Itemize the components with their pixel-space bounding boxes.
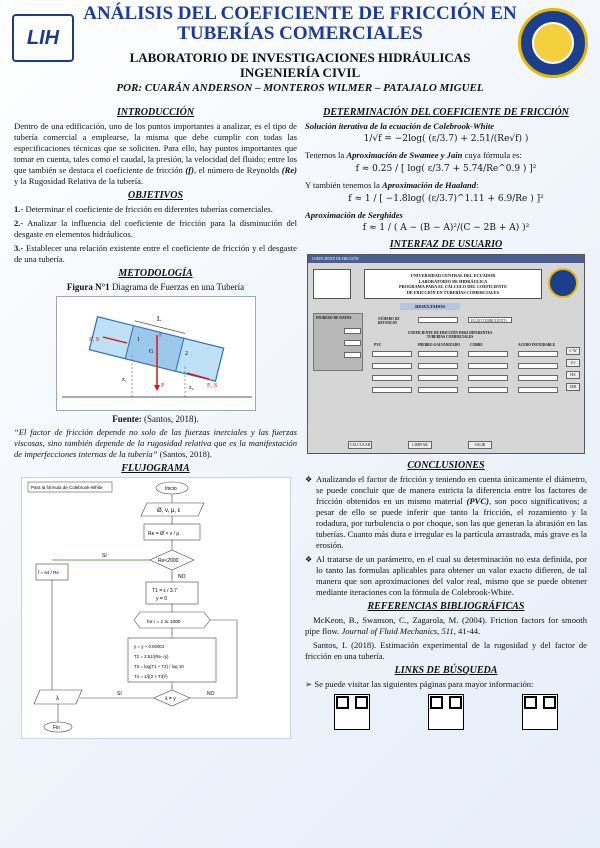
figure-source: [14, 414, 297, 425]
title-line-2: TUBERÍAS COMERCIALES: [177, 23, 423, 44]
app-result-field: [418, 375, 458, 381]
app-result-field: [518, 387, 558, 393]
label-L: L: [156, 315, 161, 323]
app-header: [364, 269, 542, 299]
reference-2: Santos, I. (2018). Estimación experimental de la rugosidad y del factor de fricción en una tubería.: [305, 640, 587, 661]
flow-yes: SI: [101, 553, 107, 559]
app-result-field: [468, 387, 508, 393]
poster-title: [80, 4, 520, 44]
flow-re-text: Re = Ø × v / μ: [147, 531, 179, 537]
weight-arrowhead: [154, 385, 160, 391]
app-result-field: [372, 363, 412, 369]
conclusion-2-text: Al tratarse de un parámetro, en el cual su determinación no esta definida, por lo tanto las formulas aplicables para obtener un valor exacto difieren, de tal manera que son aproximaciones del valor real, mismo que se puede obtener mediante iteraciones con la fórmula de Colebrook-White.: [316, 554, 587, 597]
app-cw-button[interactable]: C-W: [566, 347, 580, 355]
figure-title: Diagrama de Fuerzas en una Tubería: [109, 282, 245, 292]
app-result-field: [518, 351, 558, 357]
quote-text: “El factor de fricción depende no solo de las fuerzas inerciales y las fuerzas viscosas, sino también depende de la rugosidad relativa que es la manifestación de imperfecciones internas de la tubería”: [14, 427, 297, 459]
app-result-field: [372, 387, 412, 393]
flow-output-text: λ: [55, 696, 59, 702]
figure-caption: [14, 282, 297, 293]
intro-heading: INTRODUCCIÓN: [116, 107, 195, 118]
conclusion-1-a: Analizando el factor de fricción y teniendo en cuenta únicamente el diámetro, se puede concluir que de manera estricta la diferencia entre los factores de fricción obtenidos en un mismo material: [316, 474, 587, 506]
intro-text-a: Dentro de una edificación, uno de los puntos importantes a analizar, es el tipo de tubería comercial a emplearse, la misma que debe cumplir con todas las especificaciones técnicas que se soliciten. Para ello, hay puntos importantes que tomar en cuenta, tales como el caudal, la presión, la velocidad del fluido; entre los que también se destaca el coeficiente de fricción: [14, 121, 297, 175]
conclusions-heading: CONCLUSIONES: [407, 460, 485, 471]
app-input-viscosity[interactable]: [344, 352, 361, 358]
diamond-bullet-icon: ❖: [305, 475, 313, 484]
poster-subtitle: [80, 50, 520, 80]
serghides-formula: f ≈ 1 / ( A − (B − A)²/(C − 2B + A) )²: [362, 223, 530, 233]
app-title-bar: [308, 255, 584, 263]
interface-heading: INTERFAZ DE USUARIO: [389, 239, 503, 250]
app-window-title: COEFICIENTE DE FRICCIÓN: [312, 257, 359, 261]
objective-1-num: 1.-: [14, 204, 24, 214]
conclusion-1: [305, 474, 587, 551]
app-reynolds-field: [418, 317, 458, 323]
flow-decision-text: Re<2000: [157, 558, 178, 564]
haaland-formula: f ≈ 1 / [ −1.8log( (ε/3.7)^1.11 + 6.9/Re ) ]²: [348, 194, 544, 204]
label-1: 1: [136, 337, 140, 343]
intro-text: [14, 121, 297, 187]
flow-init-text-2: y = 0: [155, 596, 167, 602]
objective-2-num: 2.-: [14, 218, 24, 228]
flow-input-text: Ø, v, μ, ε: [156, 508, 180, 514]
arrow-bullet-icon: ➢: [305, 679, 315, 689]
app-ser-button[interactable]: SER: [566, 383, 580, 391]
app-calculate-button[interactable]: CALCULAR: [349, 443, 371, 447]
app-col-pvc: PVC: [374, 343, 382, 347]
right-column: [305, 104, 587, 730]
intro-re-symbol: (Re): [281, 165, 297, 175]
flow-no-2: NO: [206, 691, 214, 697]
flowchart-heading: FLUJOGRAMA: [121, 463, 190, 474]
app-result-field: [468, 375, 508, 381]
objective-1-text: Determinar el coeficiente de fricción en diferentes tuberías comerciales.: [23, 204, 273, 214]
reference-1-sep: ,: [437, 626, 442, 636]
fluid-element: [125, 326, 184, 372]
serghides-title: Aproximación de Serghides: [305, 210, 403, 220]
subtitle-line-1: LABORATORIO DE INVESTIGACIONES HIDRÁULICAS: [129, 50, 471, 65]
label-F: F: [158, 333, 162, 339]
swamee-formula: f ≈ 0.25 / [ log( ε/3.7 + 5.74/Re^0.9 ) ]²: [355, 164, 537, 174]
app-flow-field: [468, 317, 512, 323]
app-header-2: LABORATORIO DE HIDRÁULICA: [418, 278, 488, 284]
haaland-intro: [305, 180, 587, 191]
flow-laminar-text: f = 64 / Re: [37, 570, 59, 575]
objective-3-text: Establecer una relación existente entre el coeficiente de fricción y el desgaste de una tubería.: [14, 243, 297, 264]
app-result-field: [518, 375, 558, 381]
subtitle-line-2: INGENIERÍA CIVIL: [239, 65, 361, 80]
app-sj-button[interactable]: S-J: [566, 359, 580, 367]
methodology-quote: [14, 427, 297, 460]
app-col-galvanized: HIERRO GALVANIZADO: [418, 343, 461, 347]
objectives-heading: OBJETIVOS: [127, 190, 183, 201]
label-p1s: P₁ S: [88, 337, 99, 343]
app-input-velocity[interactable]: [344, 340, 361, 346]
conclusion-1-pvc: (PVC): [466, 496, 489, 506]
objective-1: [14, 204, 297, 215]
swamee-tail: cuya fórmula es:: [462, 150, 522, 160]
app-data-label: INGRESO DE DATOS: [316, 316, 352, 320]
conclusions-list: [305, 474, 587, 598]
swamee-intro-a: Tenemos la: [305, 150, 347, 160]
university-seal-icon: [518, 8, 588, 78]
source-label: Fuente:: [112, 414, 142, 424]
authors: POR: CUARÁN ANDERSON – MONTEROS WILMER – PATAJALO MIGUEL: [116, 82, 484, 94]
intro-text-b: , el número de Reynolds: [193, 165, 282, 175]
app-col-copper: COBRE: [470, 343, 483, 347]
reference-1-b: , 41-44.: [453, 626, 481, 636]
title-line-1: ANÁLISIS DEL COEFICIENTE DE FRICCIÓN EN: [83, 3, 517, 24]
swamee-intro: [305, 150, 587, 161]
colebrook-title: Solución iterativa de la ecuación de Colebrook-White: [305, 121, 495, 131]
flow-start-text: Inicio: [164, 486, 177, 492]
objective-2: [14, 218, 297, 240]
quote-cite: (Santos, 2018).: [157, 449, 212, 459]
colebrook-formula: 1/√f = −2log( (ε/3.7) + 2.51/(Re√f) ): [363, 134, 529, 144]
app-result-field: [418, 351, 458, 357]
app-ha-button[interactable]: HA: [566, 371, 580, 379]
app-result-field: [372, 351, 412, 357]
objective-2-text: Analizar la influencia del coeficiente de fricción para la disminución del desgaste en elementos hidráulicos.: [14, 218, 297, 239]
flow-body-3: T3 = log(T1 + T2) / log 10: [133, 664, 184, 669]
force-diagram-svg: [57, 297, 255, 410]
links-text-body: Se puede visitar las siguientes páginas para mayor información:: [314, 679, 534, 689]
label-P: P: [160, 383, 164, 389]
flow-yes-2: SI: [116, 691, 122, 697]
links-text: [305, 679, 587, 690]
diamond-bullet-icon: ❖: [305, 555, 313, 564]
app-exit-button[interactable]: SALIR: [468, 441, 492, 449]
app-header-4: DE FRICCIÓN EN TUBERÍAS COMERCIALES: [406, 289, 500, 295]
swamee-name: Aproximación de Swamee y Jain: [346, 150, 463, 160]
qr-code-1-icon[interactable]: [334, 694, 370, 730]
methodology-heading: METODOLOGÍA: [118, 268, 193, 279]
flow-cond-text: λ = y: [164, 696, 176, 702]
qr-code-2-icon[interactable]: [428, 694, 464, 730]
flowchart: [21, 477, 291, 739]
flow-body-2: T2 = 2.51/(Re·√y): [133, 654, 168, 659]
left-column: [14, 104, 297, 742]
lih-logo: [12, 14, 74, 62]
app-result-field: [468, 351, 508, 357]
reference-1-journal: Journal of Fluid Mechanics: [341, 626, 438, 636]
flow-loop-text: for i = 1 to 1000: [146, 620, 180, 625]
determination-heading: DETERMINACIÓN DEL COEFICIENTE DE FRICCIÓN: [323, 107, 569, 118]
app-result-field: [372, 375, 412, 381]
qr-row: [305, 694, 587, 730]
app-coef-title: COEFICIENTE DE FRICCIÓN PARA DIFERENTES TUBERÍAS COMERCIALES: [407, 331, 493, 339]
reference-1: [305, 615, 587, 637]
conclusion-1-b: , son poco significativos; a pesar de ello se puede inferir que tanto la fricción, el rozamiento y la rodadura, por turbulencia o por choque, son las que generan la abrasión en las tuberías. Cuanto más dura e irregular es la partícula arrastrada, más grave es la erosión.: [316, 496, 587, 550]
label-z2: z₂: [188, 385, 194, 391]
flow-body-1: y = y + 0.00001: [133, 644, 164, 649]
qr-code-3-icon[interactable]: [522, 694, 558, 730]
app-clear-button[interactable]: LIMPIAR: [408, 441, 432, 449]
figure-label: Figura N°1: [66, 282, 110, 292]
app-flow-text: FLUJO TURBULENTO: [471, 319, 507, 323]
reference-1-a: McKeon, B., Swanson, C., Zagarola, M. (2004). Friction factors for smooth pipe flow.: [305, 615, 587, 636]
label-p2s: P₂ S: [206, 383, 217, 389]
flow-init-text: T1 = ε / 3.7: [151, 588, 177, 594]
app-university-seal-icon: [548, 268, 578, 298]
haaland-intro-a: Y también tenemos la: [305, 180, 383, 190]
app-result-field: [468, 363, 508, 369]
haaland-name: Aproximación de Haaland: [382, 180, 477, 190]
app-header-3: PROGRAMA PARA EL CÁLCULO DEL COEFICIENTE: [399, 284, 507, 289]
reference-1-volume: 511: [441, 626, 454, 636]
app-input-panel: [313, 313, 363, 371]
references-heading: REFERENCIAS BIBLIOGRÁFICAS: [367, 601, 525, 612]
app-col-steel: ACERO INOXIDABLE: [518, 343, 556, 347]
flowchart-svg: [22, 478, 290, 738]
objective-3: [14, 243, 297, 265]
app-input-diameter[interactable]: [344, 328, 361, 334]
app-result-field: [418, 387, 458, 393]
objective-3-num: 3.-: [14, 243, 24, 253]
label-G: G: [148, 349, 153, 355]
flow-body-4: T4 = 1/((2 × T3)²): [133, 674, 168, 679]
flow-no: NO: [177, 574, 185, 580]
label-2: 2: [184, 351, 188, 357]
links-heading: LINKS DE BÚSQUEDA: [394, 665, 498, 676]
flow-end-text: Fin: [52, 725, 60, 731]
app-header-1: UNIVERSIDAD CENTRAL DEL ECUADOR: [410, 273, 496, 278]
app-result-field: [518, 363, 558, 369]
force-diagram: [56, 296, 256, 411]
app-results-label: RESULTADOS: [400, 303, 460, 310]
intro-text-c: y la Rugosidad Relativa de la tubería.: [14, 176, 144, 186]
source-text: (Santos, 2018).: [141, 414, 199, 424]
haaland-tail: :: [476, 180, 479, 190]
app-window: [307, 254, 585, 454]
intro-f-symbol: (f): [185, 165, 194, 175]
app-lab-logo: [313, 269, 351, 299]
conclusion-2: [305, 554, 587, 598]
label-z1: z₁: [121, 377, 127, 383]
poster-header: [0, 0, 600, 100]
lih-logo-text: LIH: [26, 26, 60, 49]
app-result-field: [418, 363, 458, 369]
app-reynolds-label: NÚMERO DE REYNOLDS: [378, 317, 400, 325]
flow-note: Para la fórmula de Colebrook-White: [30, 485, 103, 490]
